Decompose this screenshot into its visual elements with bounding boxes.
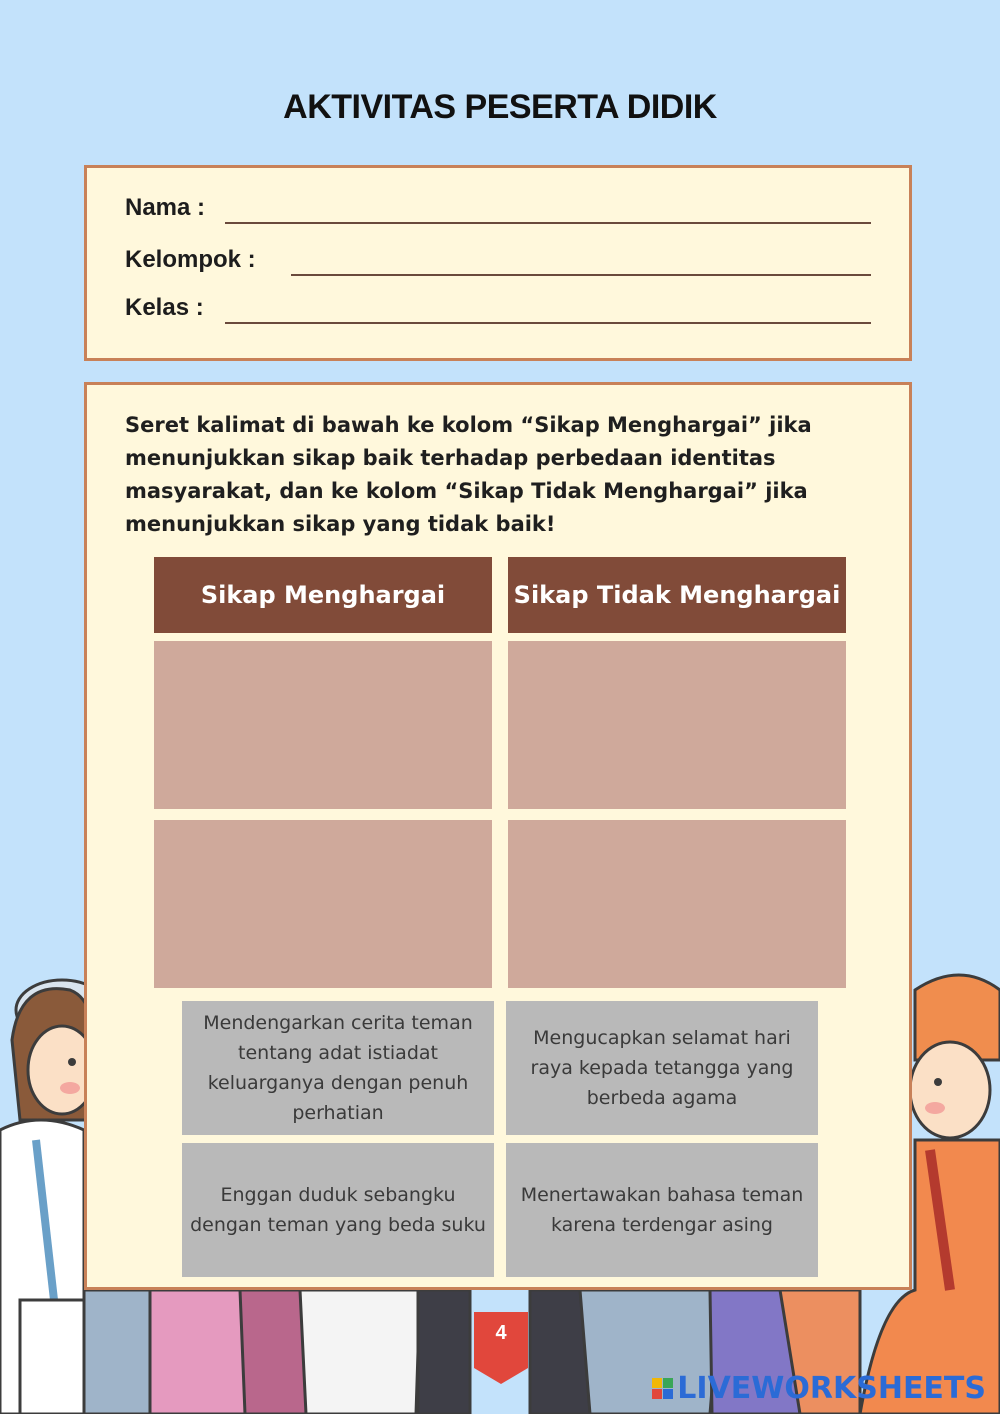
- instruction-text: Seret kalimat di bawah ke kolom “Sikap Menghargai” jika menunjukkan sikap baik terhadap perbedaan identitas masyarakat, dan ke kolom “Sikap Tidak Menghargai” jika menunjukkan sikap yang tidak baik!: [125, 413, 812, 536]
- page-number-badge: [474, 1312, 528, 1384]
- draggable-card[interactable]: Enggan duduk sebangku dengan teman yang beda suku: [182, 1143, 494, 1277]
- class-label: Kelas :: [125, 294, 204, 321]
- drop-zone-disrespectful-2[interactable]: [508, 820, 846, 988]
- draggable-card[interactable]: Mendengarkan cerita teman tentang adat istiadat keluarganya dengan penuh perhatian: [182, 1001, 494, 1135]
- drop-zone-disrespectful-1[interactable]: [508, 641, 846, 809]
- liveworksheets-logo-icon: [652, 1378, 673, 1399]
- column-header-respectful: Sikap Menghargai: [154, 557, 492, 633]
- task-panel: [84, 382, 912, 1290]
- name-label: Nama :: [125, 194, 206, 221]
- liveworksheets-watermark: [652, 1371, 986, 1406]
- page-title: AKTIVITAS PESERTA DIDIK: [283, 88, 717, 126]
- group-label: Kelompok :: [125, 246, 256, 273]
- draggable-card[interactable]: Menertawakan bahasa teman karena terdengar asing: [506, 1143, 818, 1277]
- page-number: 4: [495, 1322, 507, 1344]
- drop-zone-respectful-1[interactable]: [154, 641, 492, 809]
- draggable-card[interactable]: Mengucapkan selamat hari raya kepada tetangga yang berbeda agama: [506, 1001, 818, 1135]
- watermark-text: LIVEWORKSHEETS: [677, 1371, 986, 1406]
- column-header-disrespectful: Sikap Tidak Menghargai: [508, 557, 846, 633]
- drop-zone-respectful-2[interactable]: [154, 820, 492, 988]
